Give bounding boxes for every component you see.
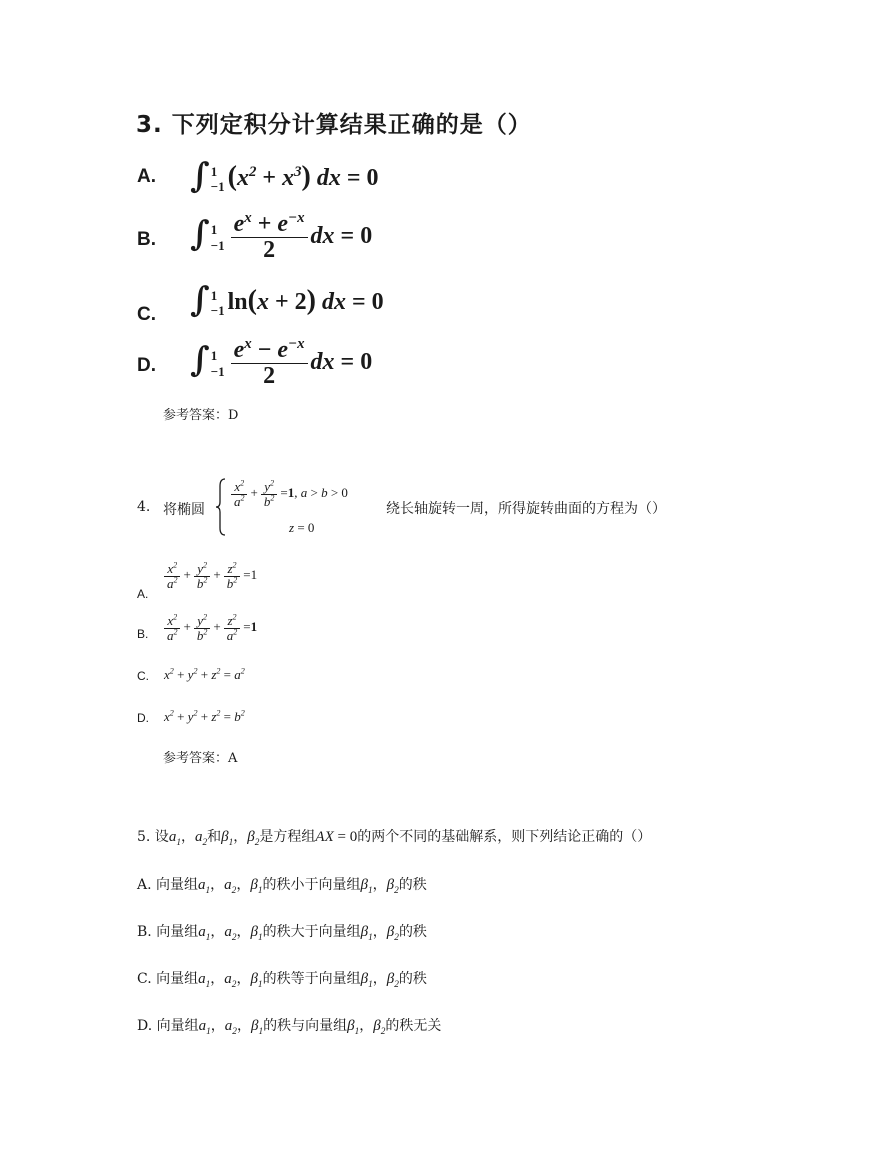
q4-option-d-formula: $x^2 + y^2 + z^2 = b^2$: [164, 708, 245, 724]
q4-number: 4.: [137, 499, 151, 515]
q4-prefix: 将椭圆: [163, 502, 205, 518]
q4-system-eq2: z = 0: [289, 520, 315, 535]
q4-option-c-formula: $x^2 + y^2 + z^2 = a^2$: [164, 666, 245, 682]
q3-option-d-formula: ∫ 1 −1 $\frac{e^x - e^{-x}}{2}$ dx = 0: [190, 336, 373, 390]
q3-option-c-formula: ∫ 1 −1 ln(x + 2) dx = 0: [190, 280, 384, 320]
q5-option-b-label: B. 向量组: [137, 924, 199, 940]
q3-option-d-label[interactable]: D.: [137, 355, 156, 376]
q3-option-b-label[interactable]: B.: [137, 229, 156, 250]
q5-option-c-middle: 的秩等于向量组: [262, 971, 361, 987]
q5-stem-and: 和: [207, 829, 222, 845]
q4-system-eq1: $\frac{x^2}{a^2}$ + $\frac{y^2}{b^2}$ =1, a > b > 0: [228, 480, 348, 508]
q5-option-c-label: C. 向量组: [137, 971, 199, 987]
q5-stem-end: 的两个不同的基础解系，则下列结论正确的（）: [357, 829, 652, 845]
q5-option-d[interactable]: D. 向量组$a_1$，$a_2$，$\beta_1$的秩与向量组$\beta_1$，$\beta_2$的秩无关: [137, 1018, 442, 1037]
q5-option-c-end: 的秩: [398, 971, 427, 987]
q5-stem-mid: 是方程组: [259, 829, 316, 845]
q5-option-c[interactable]: C. 向量组$a_1$，$a_2$，$\beta_1$的秩等于向量组$\beta_1$，$\beta_2$的秩: [137, 971, 427, 990]
q4-option-d-label[interactable]: D.: [137, 711, 149, 725]
q5-stem: 5. 设$a_1$，$a_2$和$\beta_1$，$\beta_2$是方程组AX = 0的两个不同的基础解系，则下列结论正确的（）: [137, 829, 652, 848]
q5-stem-start: 5. 设: [137, 829, 169, 845]
q4-answer: 参考答案：A: [163, 751, 238, 766]
q5-option-d-end: 的秩无关: [385, 1018, 442, 1034]
q4-option-a-label[interactable]: A.: [137, 587, 149, 601]
q3-option-a-formula: ∫ 1 −1 $(x^2 + x^3)$ dx = 0: [190, 156, 379, 196]
q5-option-a[interactable]: A. 向量组$a_1$，$a_2$，$\beta_1$的秩小于向量组$\beta_1$，$\beta_2$的秩: [137, 877, 427, 896]
q5-option-d-middle: 的秩与向量组: [263, 1018, 348, 1034]
q5-option-b-middle: 的秩大于向量组: [262, 924, 361, 940]
q4-option-b-label[interactable]: B.: [137, 627, 149, 641]
q4-option-a-formula: $\frac{x^2}{a^2}$ + $\frac{y^2}{b^2}$ + $\frac{z^2}{b^2}$ =1: [161, 562, 257, 590]
q4-suffix: 绕长轴旋转一周，所得旋转曲面的方程为（）: [386, 501, 666, 517]
q5-option-b[interactable]: B. 向量组$a_1$，$a_2$，$\beta_1$的秩大于向量组$\beta_1$，$\beta_2$的秩: [137, 924, 427, 943]
q3-option-c-label[interactable]: C.: [137, 304, 156, 325]
q5-option-a-label: A. 向量组: [137, 877, 199, 893]
q4-option-b-formula: $\frac{x^2}{a^2}$ + $\frac{y^2}{b^2}$ + $\frac{z^2}{a^2}$ =1: [161, 614, 257, 642]
q3-option-b-formula: ∫ 1 −1 $\frac{e^x + e^{-x}}{2}$ dx = 0: [190, 210, 373, 264]
q3-heading: 3. 下列定积分计算结果正确的是（）: [136, 112, 532, 138]
q3-answer: 参考答案：D: [163, 408, 239, 423]
q5-option-d-label: D. 向量组: [137, 1018, 199, 1034]
q4-option-c-label[interactable]: C.: [137, 669, 149, 683]
q4-system-brace: [216, 478, 226, 536]
q3-option-a-label[interactable]: A.: [137, 166, 156, 187]
q5-option-a-middle: 的秩小于向量组: [262, 877, 361, 893]
q5-option-a-end: 的秩: [398, 877, 427, 893]
q5-option-b-end: 的秩: [398, 924, 427, 940]
